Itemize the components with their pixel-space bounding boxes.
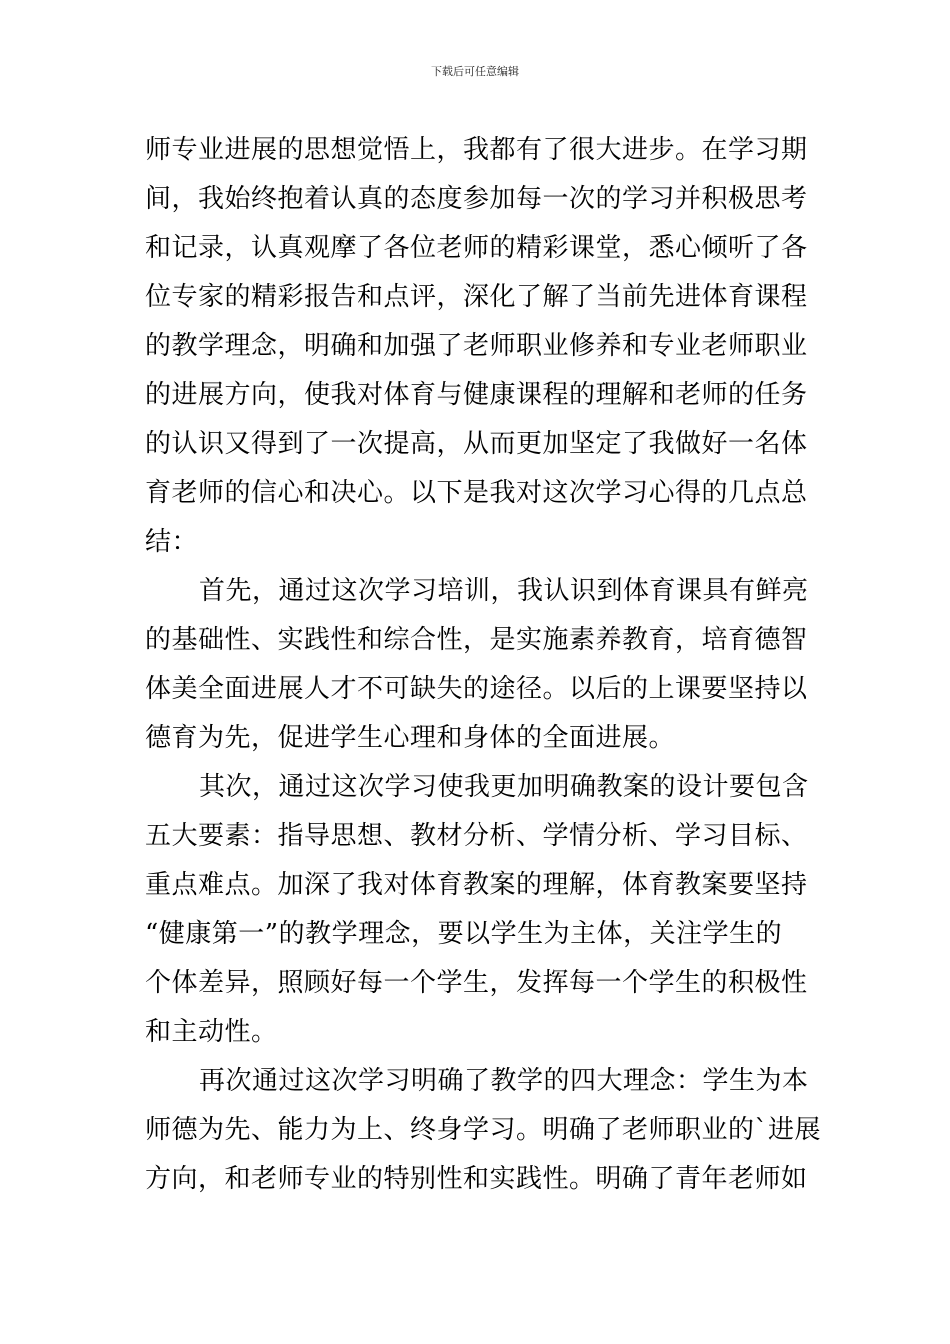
text-line: 和主动性。	[145, 1017, 278, 1047]
text-line: 个体差异，照顾好每一个学生，发挥每一个学生的积极性	[145, 968, 808, 998]
text-line: 间，我始终抱着认真的态度参加每一次的学习并积极思考	[145, 184, 808, 214]
paragraph-first-line: 再次通过这次学习明确了教学的四大理念：学生为本	[199, 1066, 809, 1096]
text-line: 和记录，认真观摩了各位老师的精彩课堂，悉心倾听了各	[145, 233, 808, 263]
text-line: 结：	[145, 527, 199, 557]
text-line: 方向，和老师专业的特别性和实践性。明确了青年老师如	[145, 1164, 808, 1194]
text-line: 重点难点。加深了我对体育教案的理解，体育教案要坚持	[145, 870, 808, 900]
text-line: 的基础性、实践性和综合性，是实施素养教育，培育德智	[145, 625, 808, 655]
text-line: 的进展方向，使我对体育与健康课程的理解和老师的任务	[145, 380, 808, 410]
paragraph-first-line: 首先，通过这次学习培训，我认识到体育课具有鲜亮	[199, 576, 809, 606]
document-body	[145, 126, 822, 1204]
text-line: 师德为先、能力为上、终身学习。明确了老师职业的`进展	[145, 1115, 822, 1145]
text-line: 体美全面进展人才不可缺失的途径。以后的上课要坚持以	[145, 674, 808, 704]
text-line: 位专家的精彩报告和点评，深化了解了当前先进体育课程	[145, 282, 808, 312]
text-line: “健康第一”的教学理念，要以学生为主体，关注学生的	[145, 919, 783, 949]
text-line: 的教学理念，明确和加强了老师职业修养和专业老师职业	[145, 331, 808, 361]
page-header: 下载后可任意编辑	[431, 65, 519, 78]
text-line: 的认识又得到了一次提高，从而更加坚定了我做好一名体	[145, 429, 808, 459]
text-line: 育老师的信心和决心。以下是我对这次学习心得的几点总	[145, 478, 808, 508]
paragraph-first-line: 其次，通过这次学习使我更加明确教案的设计要包含	[199, 772, 809, 802]
text-line: 五大要素：指导思想、教材分析、学情分析、学习目标、	[145, 821, 808, 851]
text-line: 德育为先，促进学生心理和身体的全面进展。	[145, 723, 676, 753]
text-line: 师专业进展的思想觉悟上，我都有了很大进步。在学习期	[145, 135, 808, 165]
